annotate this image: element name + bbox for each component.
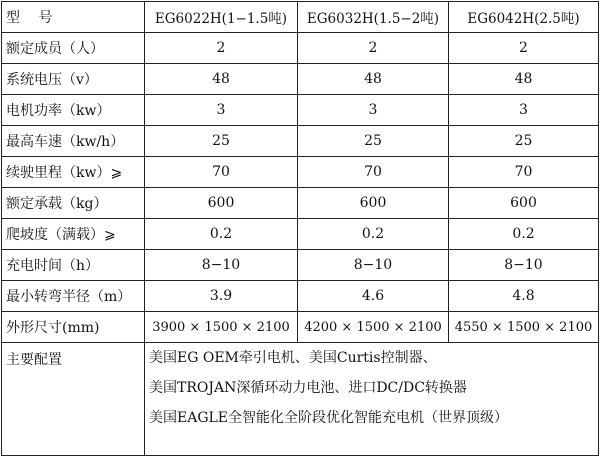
row-label: 电机功率（kw）	[2, 95, 145, 126]
table-row	[2, 64, 599, 95]
row-label: 续驶里程（kw）⩾	[2, 157, 145, 188]
table-cell: 25	[449, 126, 599, 157]
table-cell: 25	[145, 126, 298, 157]
row-label: 额定成员（人）	[2, 33, 145, 64]
table-cell: 4550 × 1500 × 2100	[449, 312, 599, 343]
table-cell: 2	[145, 33, 298, 64]
config-line: 美国EAGLE全智能化全阶段优化智能充电机（世界顶级）	[149, 410, 509, 426]
row-label: 爬坡度（满载）⩾	[2, 219, 145, 250]
table-cell: 70	[449, 157, 599, 188]
config-line: 美国EG OEM牵引电机、美国Curtis控制器、	[149, 350, 437, 366]
model-header-label: 型 号	[2, 2, 145, 33]
row-label: 额定承载（kg）	[2, 188, 145, 219]
row-label: 外形尺寸(mm)	[2, 312, 145, 343]
model-header-eg6042h: EG6042H(2.5吨)	[449, 2, 599, 33]
table-cell: 600	[449, 188, 599, 219]
table-row	[2, 219, 599, 250]
header-row	[2, 2, 599, 33]
table-row	[2, 188, 599, 219]
table-cell: 3	[145, 95, 298, 126]
table-cell: 3.9	[145, 281, 298, 312]
model-header-eg6032h: EG6032H(1.5−2吨)	[298, 2, 449, 33]
table-row	[2, 281, 599, 312]
table-row	[2, 157, 599, 188]
table-cell: 4.8	[449, 281, 599, 312]
row-label: 充电时间（h）	[2, 250, 145, 281]
table-cell: 2	[449, 33, 599, 64]
table-row	[2, 33, 599, 64]
config-label: 主要配置	[2, 343, 145, 456]
table-cell: 3900 × 1500 × 2100	[145, 312, 298, 343]
table-row	[2, 312, 599, 343]
table-cell: 3	[449, 95, 599, 126]
table-cell: 600	[298, 188, 449, 219]
config-content	[145, 343, 599, 456]
table-cell: 4.6	[298, 281, 449, 312]
table-cell: 0.2	[298, 219, 449, 250]
table-cell: 2	[298, 33, 449, 64]
config-line: 美国TROJAN深循环动力电池、进口DC/DC转换器	[149, 380, 467, 396]
row-label: 系统电压（v）	[2, 64, 145, 95]
table-row	[2, 126, 599, 157]
table-cell: 8−10	[449, 250, 599, 281]
table-row	[2, 95, 599, 126]
table-cell: 48	[145, 64, 298, 95]
table-cell: 70	[145, 157, 298, 188]
table-cell: 8−10	[145, 250, 298, 281]
config-row	[2, 343, 599, 456]
table-cell: 0.2	[449, 219, 599, 250]
table-cell: 3	[298, 95, 449, 126]
row-label: 最小转弯半径（m）	[2, 281, 145, 312]
row-label: 最高车速（kw/h）	[2, 126, 145, 157]
table-cell: 70	[298, 157, 449, 188]
table-cell: 0.2	[145, 219, 298, 250]
table-cell: 4200 × 1500 × 2100	[298, 312, 449, 343]
model-header-eg6022h: EG6022H(1−1.5吨)	[145, 2, 298, 33]
table-cell: 8−10	[298, 250, 449, 281]
table-row	[2, 250, 599, 281]
table-cell: 48	[298, 64, 449, 95]
spec-table	[1, 1, 599, 456]
table-cell: 48	[449, 64, 599, 95]
table-cell: 600	[145, 188, 298, 219]
table-cell: 25	[298, 126, 449, 157]
